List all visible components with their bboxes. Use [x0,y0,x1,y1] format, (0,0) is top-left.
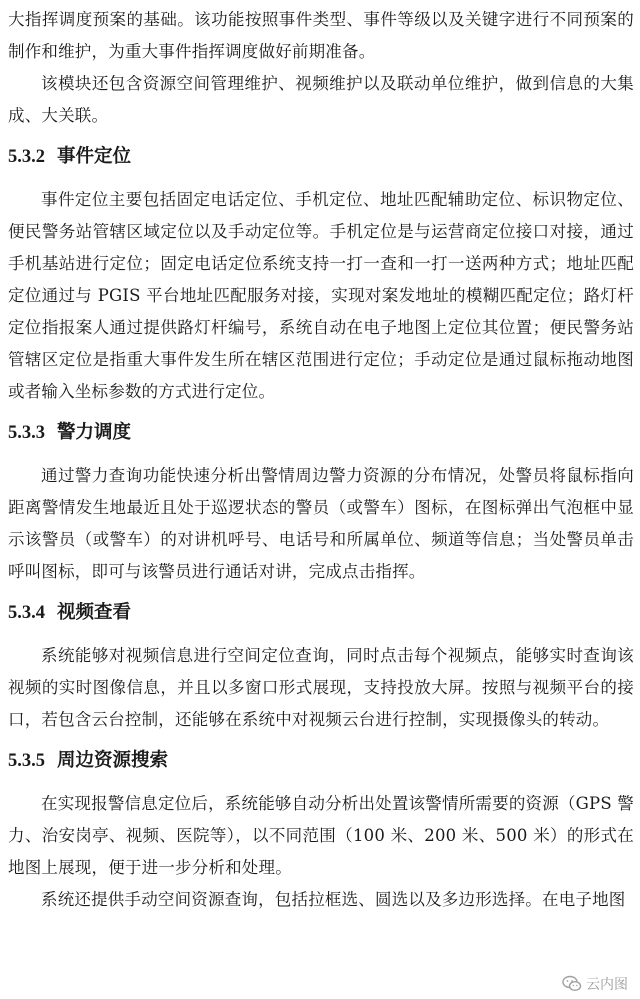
intro-paragraph-1: 大指挥调度预案的基础。该功能按照事件类型、事件等级以及关键字进行不同预案的制作和维护，为重大事件指挥调度做好前期准备。 [8,10,634,61]
watermark [556,973,632,995]
section-paragraph: 通过警力查询功能快速分析出警情周边警力资源的分布情况，处警员将鼠标指向距离警情发生地最近且处于巡逻状态的警员（或警车）图标，在图标弹出气泡框中显示该警员（或警车）的对讲机呼号、电话号和所属单位、频道等信息；当处警员单击呼叫图标，即可与该警员进行通话对讲，完成点击指挥。 [8,466,634,581]
section-paragraph: 系统能够对视频信息进行空间定位查询，同时点击每个视频点，能够实时查询该视频的实时图像信息，并且以多窗口形式展现，支持投放大屏。按照与视频平台的接口，若包含云台控制，还能够在系统中对视频云台进行控制，实现摄像头的转动。 [8,646,634,729]
section-number: 5.3.3 [8,423,45,443]
wechat-icon [562,975,582,993]
section-paragraph: 在实现报警信息定位后，系统能够自动分析出处置该警情所需要的资源（GPS 警力、治安岗亭、视频、医院等），以不同范围（100 米、200 米、500 米）的形式在地图上展现，便于进一步分析和处理。 [8,794,634,877]
section-heading [8,420,634,446]
section-5-3-3 [8,420,634,588]
section-number: 5.3.2 [8,147,45,167]
intro-paragraph-2: 该模块还包含资源空间管理维护、视频维护以及联动单位维护，做到信息的大集成、大关联。 [8,74,634,125]
section-5-3-2 [8,144,634,408]
watermark-text: 云内图 [586,977,628,993]
section-heading [8,600,634,626]
section-title: 事件定位 [57,146,132,167]
section-title: 视频查看 [57,602,132,623]
section-title: 警力调度 [57,422,132,443]
section-heading [8,144,634,170]
section-paragraph: 系统还提供手动空间资源查询，包括拉框选、圆选以及多边形选择。在电子地图 [41,890,626,909]
section-title: 周边资源搜索 [57,750,169,771]
section-paragraph: 事件定位主要包括固定电话定位、手机定位、地址匹配辅助定位、标识物定位、便民警务站管辖区域定位以及手动定位等。手机定位是与运营商定位接口对接，通过手机基站进行定位；固定电话定位系统支持一打一查和一打一送两种方式；地址匹配定位通过与 PGIS 平台地址匹配服务对接，实现对案发地址的模糊匹配定位；路灯杆定位指报案人通过提供路灯杆编号，系统自动在电子地图上定位其位置；便民警务站管辖区定位是指重大事件发生所在辖区范围进行定位；手动定位是通过鼠标拖动地图或者输入坐标参数的方式进行定位。 [8,190,634,401]
section-5-3-4 [8,600,634,736]
section-heading [8,748,634,774]
section-number: 5.3.4 [8,603,45,623]
section-5-3-5 [8,748,634,916]
section-number: 5.3.5 [8,751,45,771]
